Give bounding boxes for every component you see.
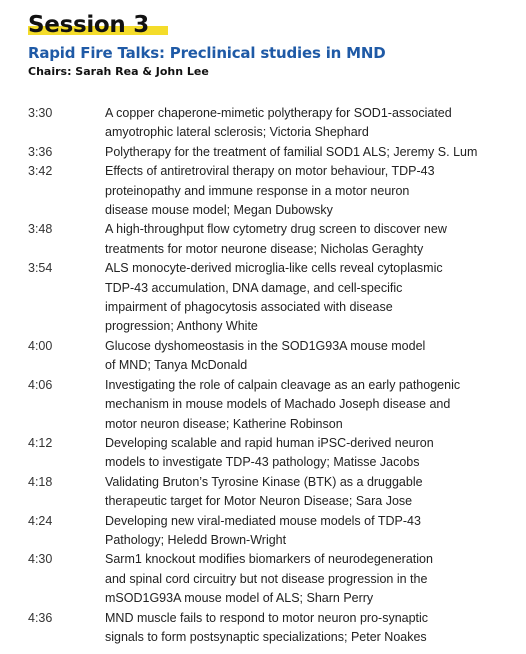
- talk-time: 4:00: [28, 338, 53, 353]
- talk-time: 4:12: [28, 435, 53, 450]
- talk-row: [28, 220, 498, 259]
- talk-row: [28, 259, 498, 337]
- talk-time: 3:54: [28, 261, 53, 276]
- talk-time: 3:30: [28, 106, 53, 120]
- talk-row: [28, 550, 498, 608]
- talk-title: A high-throughput flow cytometry drug screen to discover new treatments for motor neurone disease; Nicholas Geraghty: [105, 222, 447, 256]
- talk-title: Validating Bruton’s Tyrosine Kinase (BTK) as a druggable therapeutic target for Motor Neuron Disease; Sara Jose: [105, 474, 423, 509]
- talk-title: Investigating the role of calpain cleavage as an early pathogenic mechanism in mouse models of Machado Joseph disease and motor neuron disease; Katherine Robinson: [105, 377, 461, 431]
- talk-time: 4:36: [28, 610, 53, 625]
- session-header: [28, 10, 508, 80]
- talk-title: Sarm1 knockout modifies biomarkers of neurodegeneration and spinal cord circuitry but not disease progression in the mSOD1G93A mouse model of ALS; Sharn Perry: [105, 552, 433, 606]
- talk-row: [28, 162, 498, 220]
- talk-row: [28, 143, 498, 162]
- talk-title: Developing scalable and rapid human iPSC-derived neuron models to investigate TDP-43 pathology; Matisse Jacobs: [105, 435, 434, 470]
- talk-title: Polytherapy for the treatment of familial SOD1 ALS; Jeremy S. Lum: [105, 144, 478, 159]
- talk-time: 4:30: [28, 552, 53, 567]
- talk-title: Glucose dyshomeostasis in the SOD1G93A mouse model of MND; Tanya McDonald: [105, 338, 426, 373]
- session-subtitle: Rapid Fire Talks: Preclinical studies in MND: [28, 44, 386, 62]
- talk-row: [28, 337, 498, 376]
- talk-row: [28, 104, 498, 143]
- session-chairs: Chairs: Sarah Rea & John Lee: [28, 65, 209, 78]
- talk-row: [28, 512, 498, 551]
- talk-title: Effects of antiretroviral therapy on motor behaviour, TDP-43 proteinopathy and immune response in a motor neuron disease mouse model; Megan Dubowsky: [105, 164, 435, 218]
- talk-title: MND muscle fails to respond to motor neuron pro-synaptic signals to form postsynaptic specializations; Peter Noakes: [105, 610, 429, 644]
- talk-schedule: [28, 104, 498, 647]
- session-title: Session 3: [28, 12, 149, 38]
- talk-row: [28, 609, 498, 648]
- talk-time: 3:36: [28, 144, 53, 159]
- talk-row: [28, 473, 498, 512]
- talk-time: 4:24: [28, 513, 53, 528]
- session-title-block: [28, 10, 149, 40]
- talk-row: [28, 434, 498, 473]
- talk-title: A copper chaperone-mimetic polytherapy for SOD1-associated amyotrophic lateral sclerosis; Victoria Shephard: [105, 106, 452, 140]
- talk-time: 4:06: [28, 377, 53, 392]
- talk-title: ALS monocyte-derived microglia-like cells reveal cytoplasmic TDP-43 accumulation, DNA damage, and cell-specific impairment of phagocytosis associated with disease progression; Anthony White: [105, 261, 443, 334]
- talk-title: Developing new viral-mediated mouse models of TDP-43 Pathology; Heledd Brown-Wright: [105, 513, 421, 547]
- talk-time: 4:18: [28, 474, 53, 489]
- talk-time: 3:48: [28, 222, 53, 237]
- talk-time: 3:42: [28, 164, 53, 179]
- talk-row: [28, 376, 498, 434]
